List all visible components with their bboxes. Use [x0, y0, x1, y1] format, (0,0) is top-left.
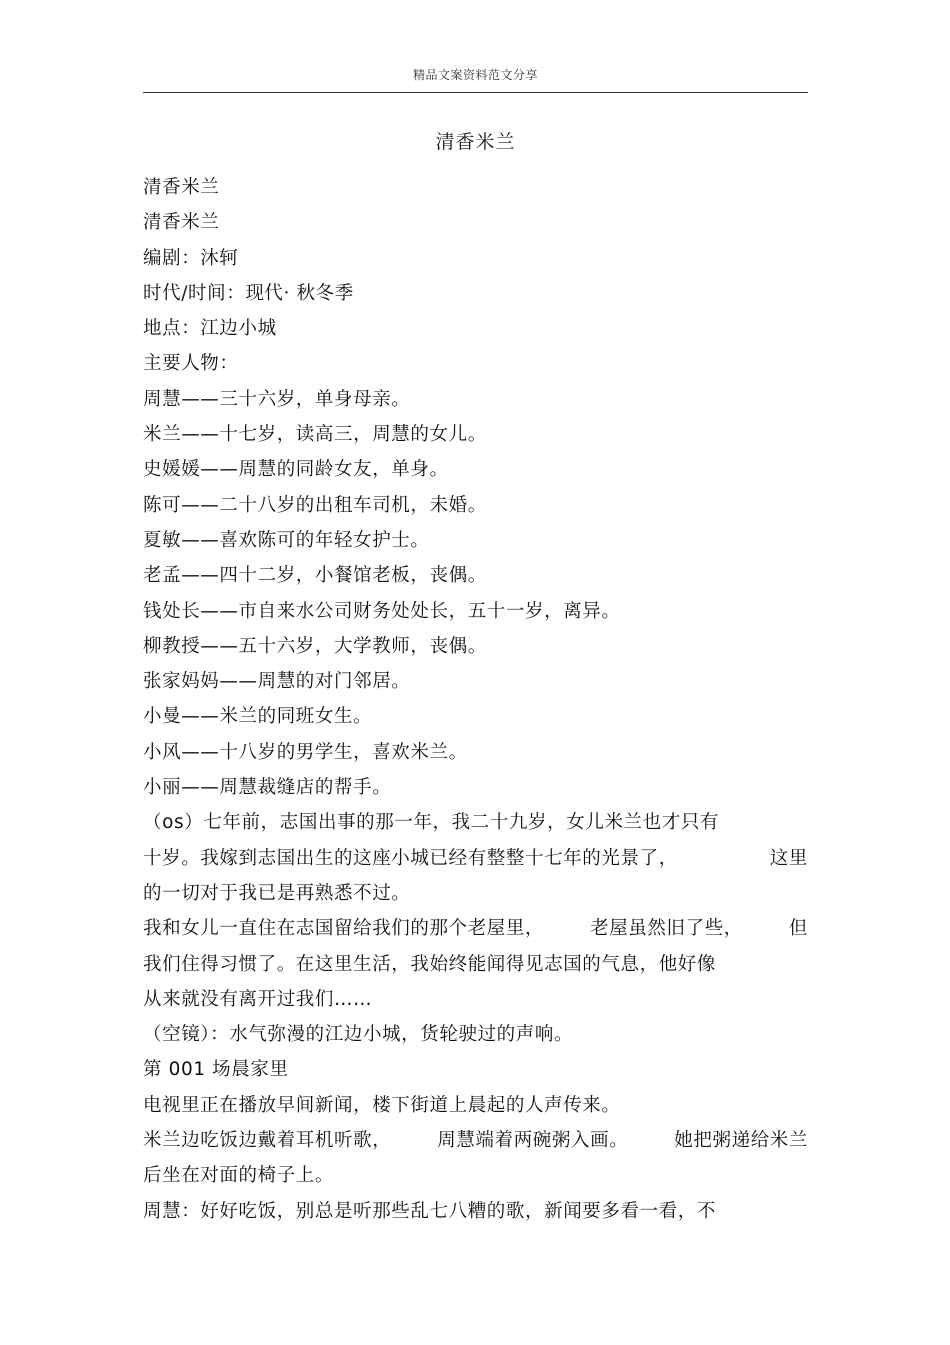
character-line: 小风——十八岁的男学生，喜欢米兰。 [143, 741, 468, 763]
text-line: 清香米兰 [143, 212, 220, 234]
text-line: 后坐在对面的椅子上。 [143, 1165, 335, 1187]
text-line: （os）七年前，志国出事的那一年，我二十九岁，女儿米兰也才只有 [143, 812, 720, 834]
text-line: 主要人物： [143, 353, 239, 375]
text-line: 清香米兰 [143, 177, 220, 198]
character-line: 史媛媛——周慧的同龄女友，单身。 [143, 459, 449, 481]
text-line [143, 1123, 808, 1158]
text-segment: 她把粥递给米兰 [674, 1130, 808, 1152]
character-line: 小丽——周慧裁缝店的帮手。 [143, 777, 392, 799]
text-line [143, 841, 808, 876]
text-line: 编剧：沐轲 [143, 247, 239, 269]
character-line: 夏敏——喜欢陈可的年轻女护士。 [143, 529, 430, 551]
character-line: 老孟——四十二岁，小餐馆老板，丧偶。 [143, 565, 487, 587]
text-line: 我们住得习惯了。在这里生活，我始终能闻得见志国的气息，他好像 [143, 953, 717, 975]
character-line: 小曼——米兰的同班女生。 [143, 706, 373, 728]
text-line: 的一切对于我已是再熟悉不过。 [143, 882, 411, 904]
character-line: 周慧——三十六岁，单身母亲。 [143, 388, 411, 410]
character-line: 陈可——二十八岁的出租车司机，未婚。 [143, 494, 487, 516]
text-line: 时代/时间：现代· 秋冬季 [143, 282, 354, 304]
dialogue-line: 周慧：好好吃饭，别总是听那些乱七八糟的歌，新闻要多看一看，不 [143, 1200, 717, 1222]
header-text: 精品文案资料范文分享 [412, 68, 538, 82]
text-segment: 老屋虽然旧了些， [590, 918, 743, 940]
text-segment: 但 [788, 918, 808, 940]
text-segment: 我和女儿一直住在志国留给我们的那个老屋里， [143, 918, 545, 940]
character-line: 钱处长——市自来水公司财务处处长，五十一岁，离异。 [143, 600, 621, 622]
character-line: 张家妈妈——周慧的对门邻居。 [143, 671, 411, 693]
scene-heading: 第 001 场晨家里 [143, 1059, 289, 1081]
character-line: 柳教授——五十六岁，大学教师，丧偶。 [143, 635, 487, 657]
text-line: 从来就没有离开过我们…… [143, 988, 373, 1010]
text-segment: 这里 [769, 847, 808, 869]
text-line: 电视里正在播放早间新闻，楼下街道上晨起的人声传来。 [143, 1094, 621, 1116]
text-segment: 周慧端着两碗粥入画。 [437, 1130, 629, 1152]
text-line: 地点：江边小城 [143, 318, 277, 340]
document-body [143, 170, 808, 1229]
text-line [143, 911, 808, 946]
text-line: （空镜）：水气弥漫的江边小城，货轮驶过的声响。 [143, 1024, 574, 1046]
document-title: 清香米兰 [435, 131, 516, 153]
text-segment: 十岁。我嫁到志国出生的这座小城已经有整整十七年的光景了， [143, 847, 678, 869]
character-line: 米兰——十七岁，读高三，周慧的女儿。 [143, 424, 487, 446]
text-segment: 米兰边吃饭边戴着耳机听歌， [143, 1130, 392, 1152]
page-header [143, 62, 808, 93]
